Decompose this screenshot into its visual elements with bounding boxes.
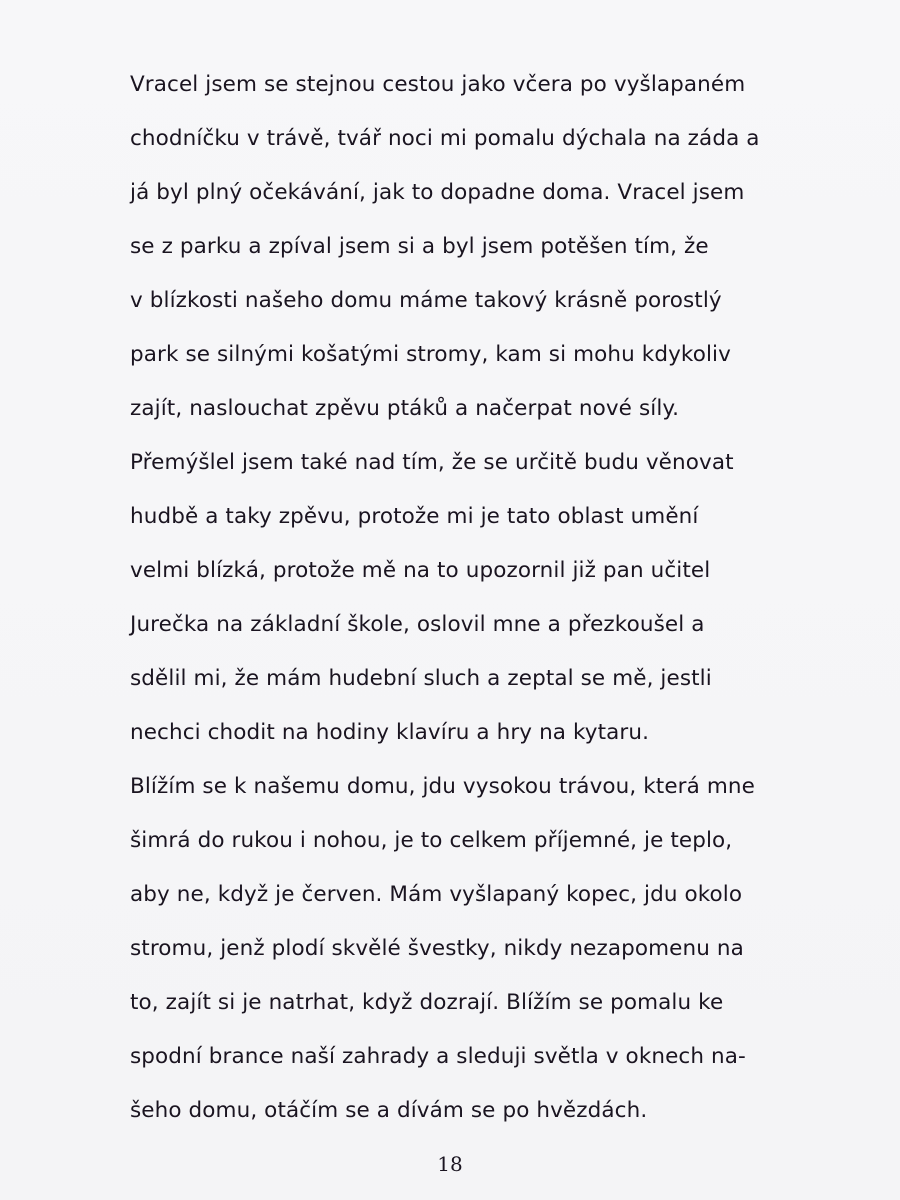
text-line: Blížím se k našemu domu, jdu vysokou trávou, která mne [130, 774, 755, 799]
text-line: hudbě a taky zpěvu, protože mi je tato oblast umění [130, 504, 699, 529]
text-line: v blízkosti našeho domu máme takový krásně porostlý [130, 288, 722, 313]
text-line: velmi blízká, protože mě na to upozornil již pan učitel [130, 558, 711, 583]
text-line: nechci chodit na hodiny klavíru a hry na kytaru. [130, 720, 650, 745]
text-line: Přemýšlel jsem také nad tím, že se určitě budu věnovat [130, 450, 734, 475]
text-line: se z parku a zpíval jsem si a byl jsem potěšen tím, že [130, 234, 709, 259]
text-line: sdělil mi, že mám hudební sluch a zeptal se mě, jestli [130, 666, 712, 691]
text-line: šeho domu, otáčím se a dívám se po hvězdách. [130, 1098, 648, 1123]
text-line: zajít, naslouchat zpěvu ptáků a načerpat nové síly. [130, 396, 680, 421]
text-line: chodníčku v trávě, tvář noci mi pomalu dýchala na záda a [130, 126, 760, 151]
text-line: aby ne, když je červen. Mám vyšlapaný kopec, jdu okolo [130, 882, 743, 907]
text-line: Vracel jsem se stejnou cestou jako včera po vyšlapaném [130, 72, 746, 97]
page-number: 18 [437, 1152, 463, 1176]
text-line: Jurečka na základní škole, oslovil mne a přezkoušel a [130, 612, 705, 637]
text-line: šimrá do rukou i nohou, je to celkem příjemné, je teplo, [130, 828, 733, 853]
text-line: spodní brance naší zahrady a sleduji světla v oknech na- [130, 1044, 746, 1069]
body-text [130, 58, 810, 1138]
text-line: to, zajít si je natrhat, když dozrají. Blížím se pomalu ke [130, 990, 724, 1015]
text-line: já byl plný očekávání, jak to dopadne doma. Vracel jsem [130, 180, 745, 205]
text-line: stromu, jenž plodí skvělé švestky, nikdy nezapomenu na [130, 936, 744, 961]
text-line: park se silnými košatými stromy, kam si mohu kdykoliv [130, 342, 731, 367]
